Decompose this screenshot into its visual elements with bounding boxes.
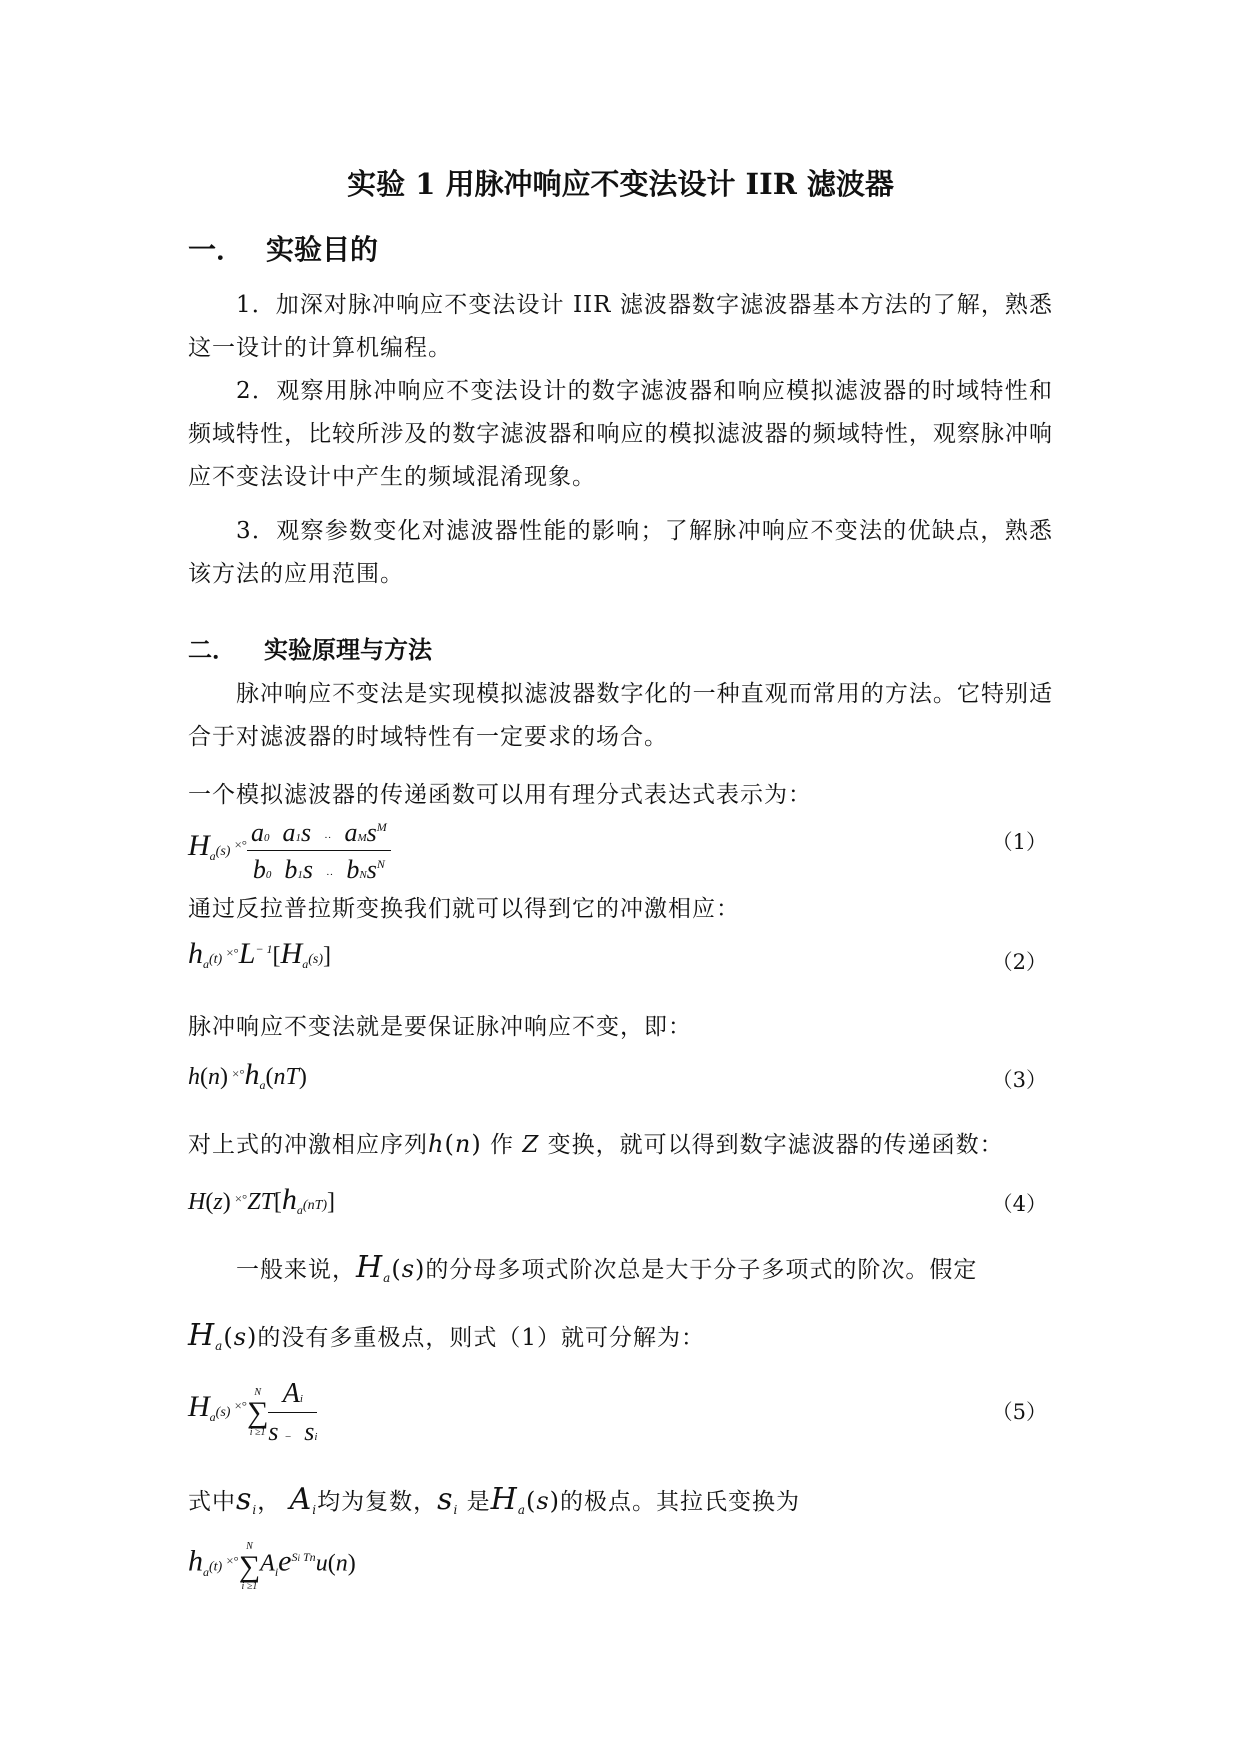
objective-3: 3．观察参数变化对滤波器性能的影响；了解脉冲响应不变法的优缺点，熟悉该方法的应用范围。	[188, 518, 1053, 587]
where-text-e: 的极点。其拉氏变换为	[560, 1489, 801, 1515]
equation-number-5: （5）	[991, 1400, 1047, 1424]
z-line-suffix: 变换，就可以得到数字滤波器的传递函数：	[547, 1132, 1004, 1158]
equation-number-4: （4）	[991, 1192, 1047, 1216]
equation-5: $H_a(s)$ ×° N ∑ i ≥1 $\frac{Ai}{s - si}$	[188, 1378, 318, 1446]
where-text-c: 均为复数，	[317, 1489, 438, 1515]
equation-3: h(n) $^{\times^\circ}h_a(nT)$	[188, 1058, 307, 1092]
general-paragraph-line-1: 一般来说，$H_a(s)$的分母多项式阶次总是大于分子多项式的阶次。假定	[236, 1250, 978, 1285]
equation-6: $h_a(t)$ ×° N ∑ i ≥1 $A_ie^{Si Tn}u(n)$	[188, 1541, 356, 1592]
section-title: 实验目的	[266, 233, 379, 266]
laplace-line: 通过反拉普拉斯变换我们就可以得到它的冲激相应：	[188, 896, 740, 922]
transfer-function-line: 一个模拟滤波器的传递函数可以用有理分式表达式表示为：	[188, 782, 812, 808]
section-heading-objectives	[188, 228, 378, 268]
intro-paragraph: 脉冲响应不变法是实现模拟滤波器数字化的一种直观而常用的方法。它特别适合于对滤波器的时域特性有一定要求的场合。	[188, 681, 1053, 750]
document-title: 实验 1 用脉冲响应不变法设计 IIR 滤波器	[347, 167, 894, 201]
where-text-b: ，	[257, 1489, 282, 1515]
where-text-a: 式中	[188, 1489, 236, 1515]
general-text-c: 的没有多重极点，则式（1）就可分解为：	[257, 1325, 706, 1351]
section-title: 实验原理与方法	[264, 635, 432, 664]
equation-number-1: （1）	[991, 830, 1047, 854]
general-text-b: 的分母多项式阶次总是大于分子多项式的阶次。假定	[425, 1257, 978, 1283]
z-line-mid: 作	[490, 1132, 514, 1158]
section-number: 二．	[188, 635, 236, 664]
equation-1: $H_a(s)$ ×° $\frac{a0 a1s \cdot\cdot aMs^M}{b0 b1s \cdot\cdot bNs^N}$	[188, 818, 391, 885]
where-text-d: 是	[466, 1489, 491, 1515]
section-number: 一．	[188, 233, 245, 266]
equation-4: H(z) $^{\times^\circ}ZT[h_a(nT)]$	[188, 1183, 336, 1217]
general-text-a: 一般来说，	[236, 1257, 356, 1283]
z-transform-line: 对上式的冲激相应序列h(n) 作 Z 变换，就可以得到数字滤波器的传递函数：	[188, 1130, 1004, 1158]
equation-2: $h_a(t)$ $^{\times^\circ}L^{- 1}[H_a(s)]$	[188, 937, 331, 971]
general-paragraph-line-2: $H_a(s)$的没有多重极点，则式（1）就可分解为：	[188, 1318, 706, 1353]
objective-1: 1．加深对脉冲响应不变法设计 IIR 滤波器数字滤波器基本方法的了解，熟悉这一设计的计算机编程。	[188, 292, 1053, 361]
invariant-line: 脉冲响应不变法就是要保证脉冲响应不变，即：	[188, 1014, 692, 1040]
objective-2: 2．观察用脉冲响应不变法设计的数字滤波器和响应模拟滤波器的时域特性和频域特性，比较所涉及的数字滤波器和响应的模拟滤波器的频域特性，观察脉冲响应不变法设计中产生的频域混淆现象。	[188, 378, 1053, 490]
section-heading-principle	[188, 630, 432, 665]
where-line: 式中$s_i$， $A_i$均为复数，$s_i$ 是$H_a(s)$的极点。其拉氏变换为	[188, 1482, 801, 1517]
equation-number-2: （2）	[991, 950, 1047, 974]
z-line-prefix: 对上式的冲激相应序列	[188, 1132, 428, 1158]
equation-number-3: （3）	[991, 1068, 1047, 1092]
